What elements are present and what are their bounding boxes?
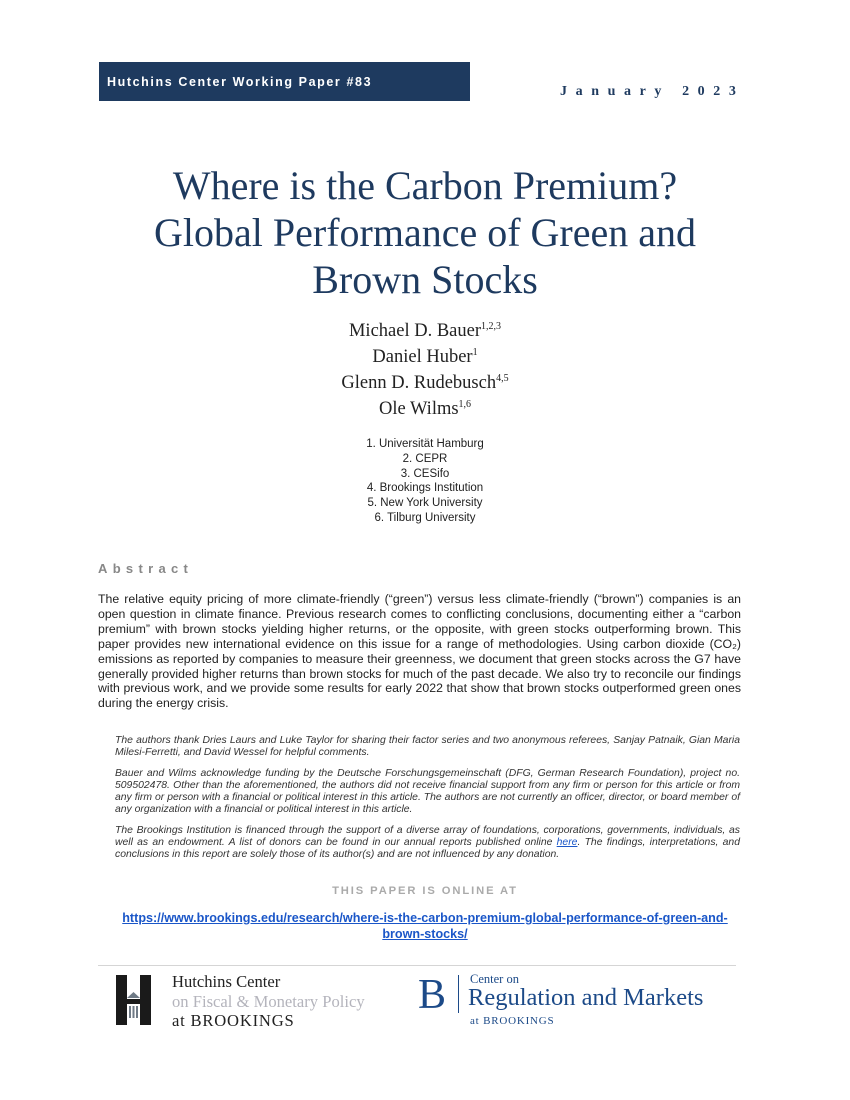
title-line-1: Where is the Carbon Premium? [172,163,678,208]
author-list [300,318,550,422]
abstract-text: The relative equity pricing of more climate-friendly (“green”) versus less climate-friendly (“brown”) companies is an open question in climate finance. Previous research comes to conflicting conclusions, documenting either a “carbon premium” with brown stocks yielding higher returns, or the opposite, with green stocks outperforming brown. This paper provides new international evidence on this issue for a range of methodologies. Using carbon dioxide (CO₂) emissions as reported by companies to measure their greenness, we document that green stocks across the G7 have generally provided higher returns than brown stocks for much of the past decade. We also try to reconcile our findings with previous work, and we provide some results for early 2022 that show that brown stocks outperformed green ones during the energy crisis. [98,592,741,711]
title-line-2: Global Performance of Green and [154,210,696,255]
author [300,370,550,396]
hutchins-line-3: at BROOKINGS [172,1011,295,1031]
brookings-b-logo: B [418,972,447,1018]
disclosure-text-end: . The findings, interpretations, and conclusions in this report are solely those of its author(s) and are not influenced by any donation. [115,837,740,861]
paper-url-link[interactable]: https://www.brookings.edu/research/where-is-the-carbon-premium-global-performance-of-green-and-brown-stocks/ [122,911,728,941]
author-affiliation-marks: 1,2,3 [481,321,502,332]
affiliation: 2. CEPR [402,452,448,465]
affiliation: 5. New York University [367,497,483,510]
author [300,396,550,422]
funding-note: Bauer and Wilms acknowledge funding by the Deutsche Forschungsgemeinschaft (DFG, German Research Foundation), project no. 509502478. Other than the aforementioned, the authors did not receive financial support from any firm or person for this article or from any firm or person with a financial or political interest in this article. The authors are not currently an officer, director, or board member of any organization with a financial or political interest in this article. [115,767,740,816]
publication-date: January 2023 [560,84,745,99]
affiliation: 4. Brookings Institution [366,482,484,495]
center-on-label: Center on [470,972,519,986]
title-line-3: Brown Stocks [312,257,538,302]
hutchins-h-logo-icon [116,975,151,1025]
brookings-disclosure [115,825,740,862]
hutchins-line-2: on Fiscal & Monetary Policy [172,991,365,1011]
author [300,344,550,370]
affiliation: 1. Universität Hamburg [366,438,484,450]
author [300,318,550,344]
at-brookings-label: at BROOKINGS [470,1015,555,1027]
donors-link[interactable]: here [556,837,578,849]
working-paper-banner: Hutchins Center Working Paper #83 [99,62,470,101]
thanks-note: The authors thank Dries Laurs and Luke Taylor for sharing their factor series and two anonymous referees, Sanjay Patnaik, Gian Maria Milesi-Ferretti, and David Wessel for helpful comments. [115,735,740,759]
paper-title [100,162,750,303]
affiliation-list [325,437,525,526]
abstract-heading: Abstract [98,561,194,576]
author-affiliation-marks: 1 [472,347,478,358]
author-name: Glenn D. Rudebusch [341,373,497,393]
footer-divider [98,965,736,966]
regulation-markets-wordmark: Regulation and Markets [468,984,704,1011]
acknowledgement-notes [115,735,740,870]
online-heading: THIS PAPER IS ONLINE AT [332,885,518,897]
author-affiliation-marks: 4,5 [496,373,509,384]
author-name: Michael D. Bauer [348,321,482,341]
logo-separator [458,975,459,1013]
hutchins-line-1: Hutchins Center [172,972,281,991]
author-name: Ole Wilms [378,399,459,419]
affiliation: 3. CESifo [400,467,450,480]
author-affiliation-marks: 1,6 [458,399,472,410]
author-name: Daniel Huber [372,347,473,367]
hutchins-center-wordmark [172,972,365,1031]
disclosure-text: The Brookings Institution is financed through the support of a diverse array of foundations, corporations, governments, individuals, as well as an endowment. A list of donors can be found in our annual reports published online [115,824,740,849]
affiliation: 6. Tilburg University [374,511,476,524]
